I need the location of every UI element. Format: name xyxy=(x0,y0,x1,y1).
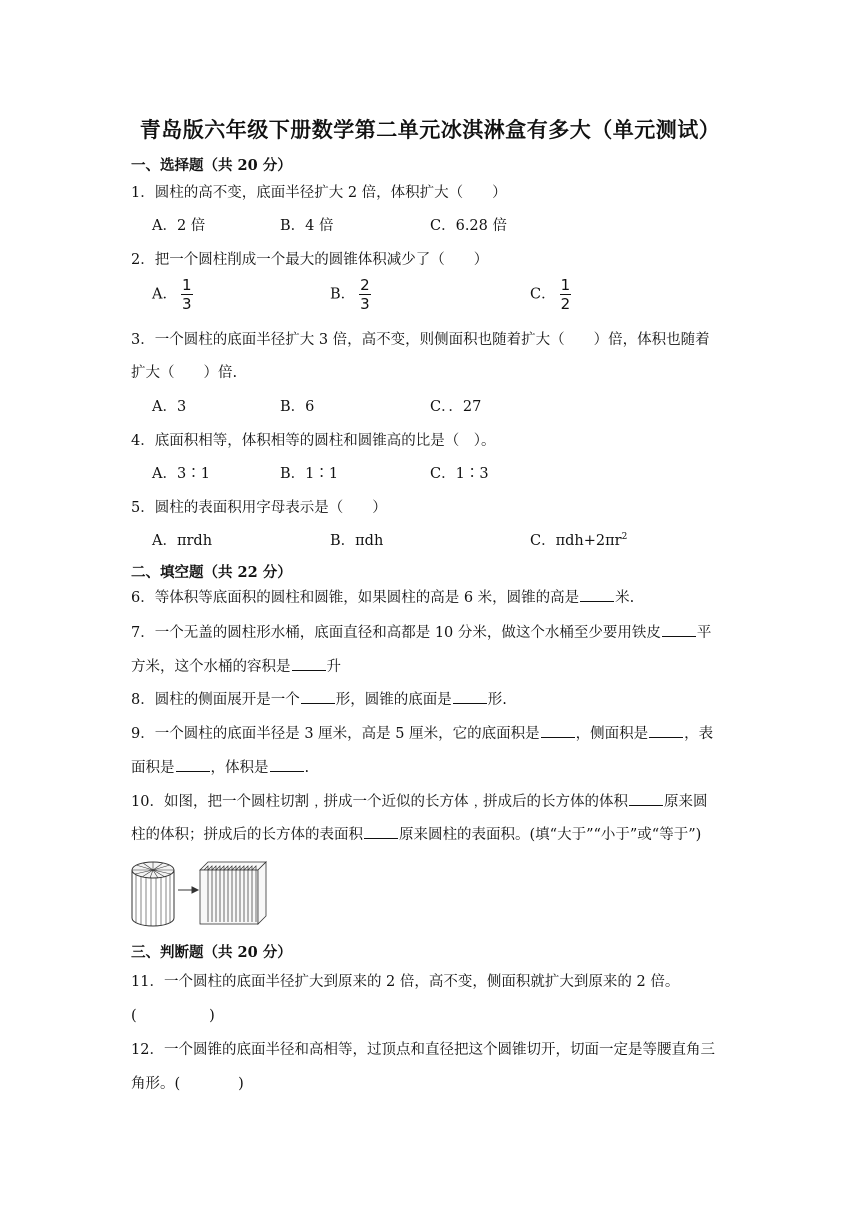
q2-option-a xyxy=(152,277,193,312)
question-12-line-1: 12．一个圆锥的底面半径和高相等，过顶点和直径把这个圆锥切开，切面一定是等腰直角三 xyxy=(131,1042,715,1058)
q5-option-a: A．πrdh xyxy=(152,533,213,549)
cylinder-to-prism-figure xyxy=(128,856,268,930)
q3-option-b: B．6 xyxy=(280,399,315,415)
q7-text-end: 升 xyxy=(326,659,341,675)
q7-text-mid: 平 xyxy=(696,625,712,641)
q9-text: 9．一个圆柱的底面半径是 3 厘米，高是 5 厘米，它的底面积是 xyxy=(131,726,540,742)
q10-text: 10．如图，把一个圆柱切割﹐拼成一个近似的长方体﹐拼成后的长方体的体积 xyxy=(131,794,628,810)
q8-text: 8．圆柱的侧面展开是一个 xyxy=(131,692,300,708)
fraction-denominator: 3 xyxy=(360,295,370,313)
question-3-line-2: 扩大（ ）倍. xyxy=(131,365,238,381)
fraction-denominator: 2 xyxy=(560,295,571,313)
q5-option-b: B．πdh xyxy=(330,533,384,549)
q9-text-end: ，表 xyxy=(684,726,714,742)
answer-blank[interactable] xyxy=(176,759,210,772)
cylinder-icon xyxy=(132,862,174,926)
question-12-line-2: 角形。( ) xyxy=(131,1076,244,1092)
arrow-right-icon xyxy=(178,887,198,893)
question-5: 5．圆柱的表面积用字母表示是（ ） xyxy=(131,500,387,516)
answer-blank[interactable] xyxy=(580,589,614,602)
q10-text-mid: 原来圆 xyxy=(663,794,708,810)
answer-blank[interactable] xyxy=(662,624,696,637)
question-2: 2．把一个圆柱削成一个最大的圆锥体积减少了（ ） xyxy=(131,252,489,268)
q6-text: 6．等体积等底面积的圆柱和圆锥，如果圆柱的高是 6 米，圆锥的高是 xyxy=(131,590,580,606)
q8-text-mid: 形，圆锥的底面是 xyxy=(335,692,452,708)
section-heading-judge: 三、判断题（共 20 分） xyxy=(131,944,292,961)
fraction-numerator: 1 xyxy=(181,276,192,294)
question-7-line-1 xyxy=(131,621,711,642)
q2-option-b-label: B． xyxy=(330,286,356,303)
q9-text-line2-mid: ，体积是 xyxy=(210,760,269,776)
answer-blank[interactable] xyxy=(629,793,663,806)
section-heading-fill: 二、填空题（共 22 分） xyxy=(131,564,292,581)
section-heading-choice: 一、选择题（共 20 分） xyxy=(131,157,292,174)
q1-option-c: C．6.28 倍 xyxy=(430,218,507,234)
answer-blank[interactable] xyxy=(270,759,304,772)
q2-option-a-fraction xyxy=(181,277,193,312)
q2-option-b-fraction xyxy=(359,277,371,312)
q4-option-a: A．3∶1 xyxy=(152,466,210,482)
answer-blank[interactable] xyxy=(301,691,335,704)
q6-text-end: 米. xyxy=(615,590,635,606)
answer-blank[interactable] xyxy=(364,826,398,839)
question-1: 1．圆柱的高不变，底面半径扩大 2 倍，体积扩大（ ） xyxy=(131,185,507,201)
q9-text-line2: 面积是 xyxy=(131,760,175,776)
page-title: 青岛版六年级下册数学第二单元冰淇淋盒有多大（单元测试） xyxy=(139,117,721,142)
answer-blank[interactable] xyxy=(292,658,326,671)
q9-text-line2-end: . xyxy=(304,760,310,776)
question-11: 11．一个圆柱的底面半径扩大到原来的 2 倍，高不变，侧面积就扩大到原来的 2 倍。 xyxy=(131,974,680,990)
q2-option-a-label: A． xyxy=(152,286,177,303)
q7-text-line2: 方米，这个水桶的容积是 xyxy=(131,659,291,675)
q2-option-c-fraction xyxy=(560,277,572,312)
q7-text: 7．一个无盖的圆柱形水桶，底面直径和高都是 10 分米，做这个水桶至少要用铁皮 xyxy=(131,625,661,641)
question-7-line-2 xyxy=(131,655,341,676)
answer-blank[interactable] xyxy=(453,691,487,704)
fraction-numerator: 2 xyxy=(360,276,370,294)
q5-option-c xyxy=(530,529,627,550)
q1-option-b: B．4 倍 xyxy=(280,218,334,234)
fraction-numerator: 1 xyxy=(560,276,571,294)
question-3-line-1: 3．一个圆柱的底面半径扩大 3 倍，高不变，则侧面积也随着扩大（ ）倍，体积也随着 xyxy=(131,332,710,348)
question-10-line-1 xyxy=(131,790,707,811)
fraction-denominator: 3 xyxy=(181,295,192,313)
q4-option-c: C．1∶3 xyxy=(430,466,489,482)
answer-blank[interactable] xyxy=(541,725,575,738)
q1-option-a: A．2 倍 xyxy=(152,218,206,234)
question-9-line-2 xyxy=(131,756,309,777)
question-11-answer[interactable]: ( ) xyxy=(131,1008,215,1024)
q8-text-end: 形. xyxy=(487,692,507,708)
question-9-line-1 xyxy=(131,722,713,743)
q2-option-b xyxy=(330,277,371,312)
answer-blank[interactable] xyxy=(649,725,683,738)
q2-option-c-label: C． xyxy=(530,286,556,303)
q10-text-line2-end: 原来圆柱的表面积。(填“大于”“小于”或“等于”) xyxy=(399,827,702,843)
q2-option-c xyxy=(530,277,571,312)
question-10-line-2 xyxy=(131,823,701,844)
question-8 xyxy=(131,688,507,709)
q3-option-a: A．3 xyxy=(152,399,187,415)
q3-option-c: C．．27 xyxy=(430,399,482,415)
q5-option-c-text: C．πdh+2πr xyxy=(530,533,622,549)
q10-text-line2: 柱的体积；拼成后的长方体的表面积 xyxy=(131,827,363,843)
question-4: 4．底面积相等，体积相等的圆柱和圆锥高的比是（ ）。 xyxy=(131,433,496,449)
rectangular-prism-icon xyxy=(200,862,266,924)
q5-option-c-exponent: 2 xyxy=(621,532,628,543)
q4-option-b: B．1∶1 xyxy=(280,466,339,482)
question-6 xyxy=(131,586,634,607)
q9-text-mid: ，侧面积是 xyxy=(575,726,649,742)
